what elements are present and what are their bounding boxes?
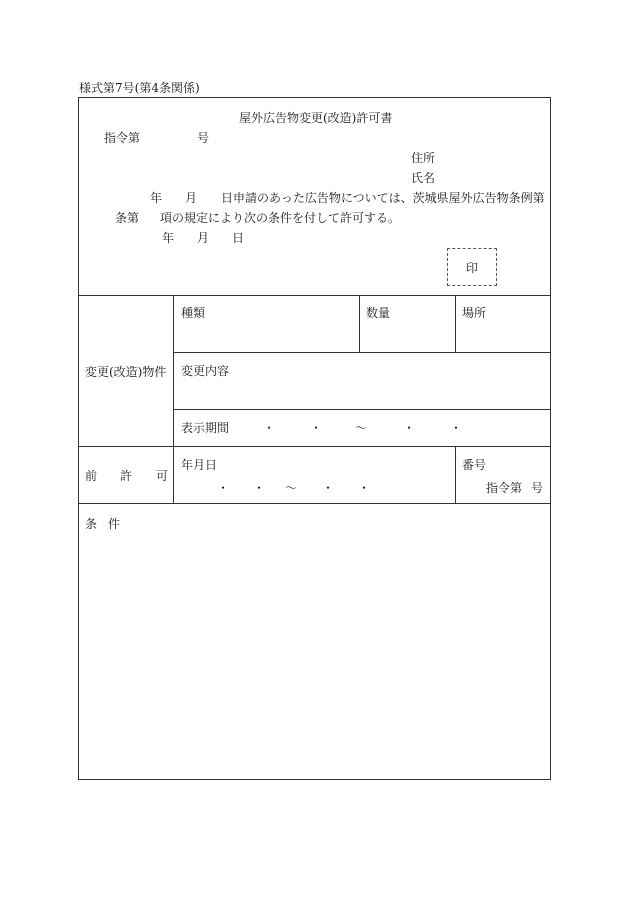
prev-period-dot: ・ [322, 481, 335, 495]
divider-prev-number [455, 446, 456, 503]
address-label: 住所 [411, 151, 436, 165]
divider-header-bottom [79, 295, 550, 296]
divider-type-quantity [359, 295, 360, 352]
period-tilde: 〜 [355, 421, 368, 435]
issue-year-label: 年 [162, 231, 175, 245]
period-dot: ・ [310, 421, 323, 435]
directive-prefix: 指令第 [104, 131, 141, 145]
prev-directive-prefix: 指令第 [486, 481, 523, 495]
divider-change-row2 [174, 409, 550, 410]
divider-quantity-location [455, 295, 456, 352]
conditions-label-1: 条 [85, 517, 98, 531]
conditions-label-2: 件 [108, 517, 121, 531]
divider-change-bottom [79, 446, 550, 447]
prev-period-tilde: 〜 [285, 481, 298, 495]
prev-directive-suffix: 号 [531, 481, 544, 495]
type-label: 種類 [181, 306, 206, 320]
prev-number-label: 番号 [462, 458, 487, 472]
permit-body-line2: 項の規定により次の条件を付して許可する。 [160, 211, 401, 225]
change-content-label: 変更内容 [181, 364, 230, 378]
location-label: 場所 [462, 306, 487, 320]
change-item-label: 変更(改造)物件 [85, 365, 167, 379]
prev-date-label: 年月日 [181, 458, 218, 472]
permit-body-line1: 日申請のあった広告物については、茨城県屋外広告物条例第 [221, 191, 545, 205]
prev-permit-label-1: 前 [85, 469, 98, 483]
seal-box: 印 [447, 248, 497, 286]
divider-prev-bottom [79, 503, 550, 504]
name-label: 氏名 [411, 171, 436, 185]
prev-permit-label-2: 許 [120, 469, 133, 483]
divider-label-column [173, 295, 174, 503]
prev-period-dot: ・ [217, 481, 230, 495]
prev-permit-label-3: 可 [156, 469, 169, 483]
article-label: 条第 [115, 211, 140, 225]
prev-period-dot: ・ [253, 481, 266, 495]
issue-month-label: 月 [197, 231, 210, 245]
period-dot: ・ [403, 421, 416, 435]
document-title: 屋外広告物変更(改造)許可書 [239, 111, 393, 125]
issue-day-label: 日 [232, 231, 245, 245]
application-year-label: 年 [150, 191, 163, 205]
quantity-label: 数量 [366, 306, 391, 320]
divider-change-row1 [174, 352, 550, 353]
period-dot: ・ [450, 421, 463, 435]
form-number-label: 様式第7号(第4条関係) [79, 81, 200, 95]
application-month-label: 月 [185, 191, 198, 205]
directive-suffix: 号 [197, 131, 210, 145]
period-dot: ・ [263, 421, 276, 435]
prev-period-dot: ・ [358, 481, 371, 495]
display-period-label: 表示期間 [181, 421, 230, 435]
